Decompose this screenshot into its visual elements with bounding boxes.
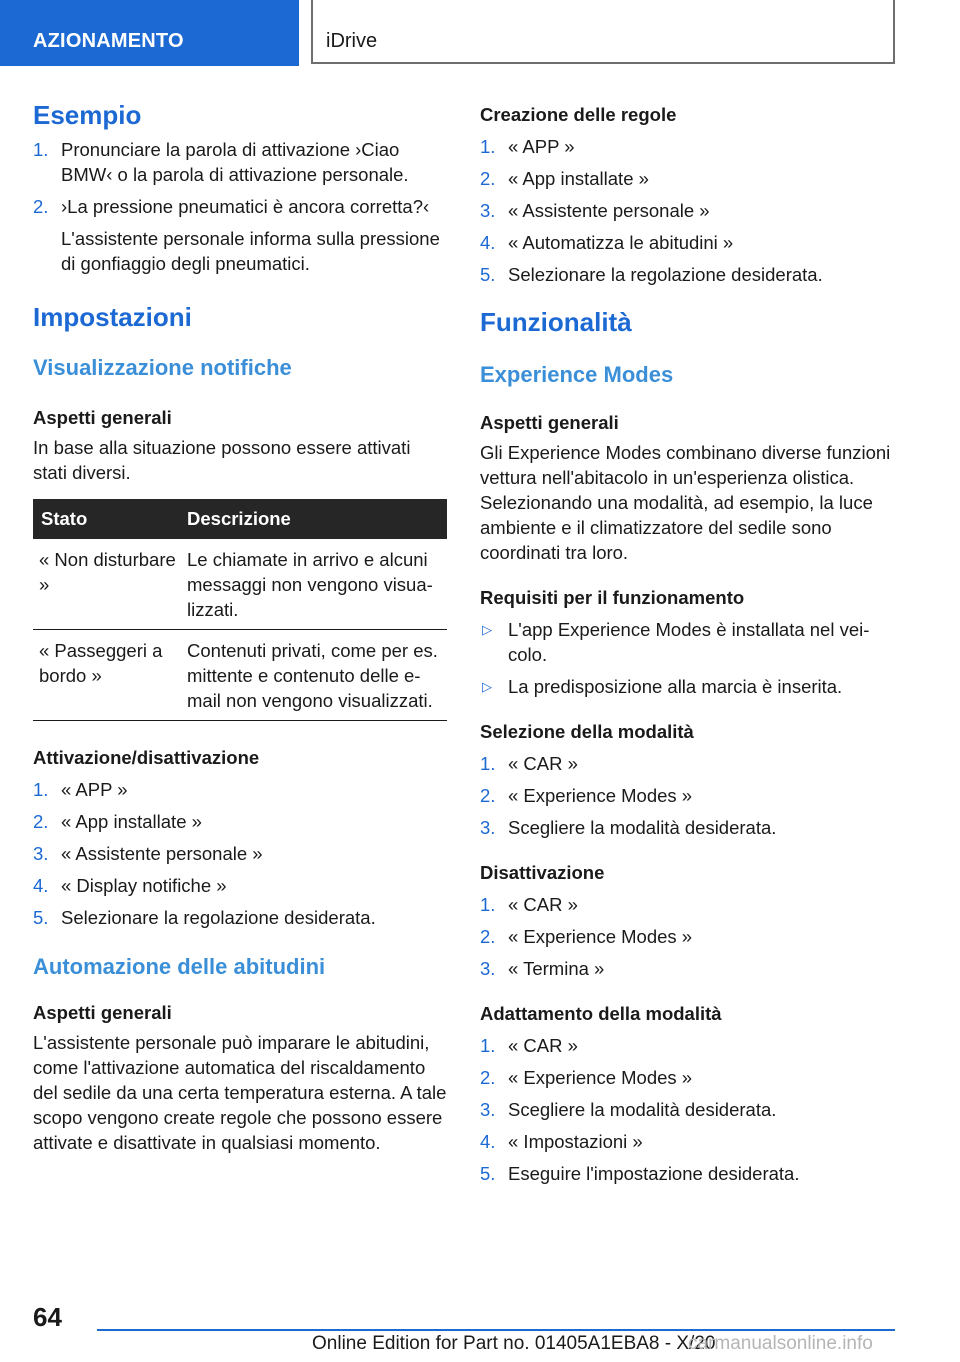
step-number: 5. <box>33 907 49 928</box>
watermark: carmanualsonline.info <box>688 1333 873 1354</box>
edition-text: Online Edition for Part no. 01405A1EBA8 - X/20 <box>312 1333 716 1354</box>
list-item <box>480 1097 892 1122</box>
step-number: 5. <box>480 264 496 285</box>
step-text: « App installate » <box>61 811 202 832</box>
heading-experience-modes: Experience Modes <box>480 362 674 387</box>
step-text: Selezionare la regolazione desiderata. <box>61 907 376 928</box>
paragraph-aspetti-generali: In base alla situazione possono essere attivati stati diversi. <box>33 437 411 483</box>
right-column <box>480 104 892 1193</box>
subheading-selezione: Selezione della modalità <box>480 721 694 742</box>
list-item <box>33 905 447 930</box>
step-text: « APP » <box>508 136 575 157</box>
step-text: « Experience Modes » <box>508 1067 693 1088</box>
step-text: Scegliere la modalità desiderata. <box>508 817 777 838</box>
step-number: 2. <box>480 168 496 189</box>
list-item <box>33 137 447 187</box>
step-number: 2. <box>33 196 49 217</box>
column-header-descrizione: Descrizione <box>187 508 291 529</box>
step-text: « Display notifiche » <box>61 875 227 896</box>
subheading-attivazione: Attivazione/disattivazione <box>33 747 260 768</box>
step-number: 1. <box>480 1035 496 1056</box>
step-number: 1. <box>33 139 49 160</box>
footer-divider <box>97 1329 895 1331</box>
subheading-aspetti-generali-automazione: Aspetti generali <box>33 1002 172 1023</box>
paragraph-automazione: L'assistente personale può imparare le abitudini, come l'attivazione automatica del riscaldamento del sedile da una certa temperatura esterna. A tale scopo vengono create regole che possono essere attivate e disattivate in qualsiasi momento. <box>33 1032 447 1153</box>
step-text: ›La pressione pneumatici è ancora corretta?‹ <box>61 196 430 217</box>
step-text: « CAR » <box>508 1035 578 1056</box>
adattamento-steps <box>480 1033 892 1186</box>
cell-descrizione: Contenuti privati, come per es. mittente e contenuto delle e-mail non vengono visualizzati. <box>187 640 438 711</box>
list-item <box>480 198 892 223</box>
step-number: 1. <box>33 779 49 800</box>
list-item <box>480 134 892 159</box>
list-item <box>480 892 892 917</box>
list-item <box>480 1033 892 1058</box>
list-item <box>33 873 447 898</box>
step-text: Eseguire l'impostazione desiderata. <box>508 1163 800 1184</box>
requisiti-list <box>480 617 892 699</box>
list-item <box>480 956 892 981</box>
chapter-header: iDrive <box>311 0 895 64</box>
list-item <box>480 1065 892 1090</box>
list-item <box>480 674 892 699</box>
step-text: Pronunciare la parola di attivazione ›Ciao BMW‹ o la parola di attivazione personale. <box>61 139 409 185</box>
step-text: Scegliere la modalità desiderata. <box>508 1099 777 1120</box>
step-number: 1. <box>480 136 496 157</box>
heading-esempio: Esempio <box>33 100 142 130</box>
list-item <box>480 166 892 191</box>
cell-descrizione: Le chiamate in arrivo e alcuni messaggi non vengono visualizzati. <box>187 549 433 620</box>
list-item <box>480 924 892 949</box>
creazione-steps <box>480 134 892 287</box>
heading-funzionalita: Funzionalità <box>480 307 632 337</box>
cell-stato: « Non disturbare » <box>39 549 176 595</box>
column-header-stato: Stato <box>41 508 88 529</box>
triangle-bullet-icon: ▷ <box>482 622 492 637</box>
step-text: « App installate » <box>508 168 649 189</box>
step-number: 4. <box>480 1131 496 1152</box>
subheading-aspetti-generali: Aspetti generali <box>33 407 172 428</box>
step-number: 2. <box>33 811 49 832</box>
selezione-steps <box>480 751 892 840</box>
table-row <box>33 630 447 721</box>
notification-states-table <box>33 499 447 721</box>
bullet-text: L'app Experience Modes è installata nel veicolo. <box>508 619 870 665</box>
step-text: « Assistente personale » <box>61 843 263 864</box>
list-item <box>480 617 892 667</box>
step-number: 4. <box>33 875 49 896</box>
heading-visualizzazione-notifiche: Visualizzazione notifiche <box>33 355 292 380</box>
list-item <box>480 751 892 776</box>
step-text: « Assistente personale » <box>508 200 710 221</box>
step-text: « Experience Modes » <box>508 785 693 806</box>
step-note: L'assistente personale informa sulla pressione di gonfiaggio degli pneumatici. <box>61 228 440 274</box>
triangle-bullet-icon: ▷ <box>482 679 492 694</box>
heading-impostazioni: Impostazioni <box>33 302 192 332</box>
subheading-disattivazione: Disattivazione <box>480 862 605 883</box>
list-item <box>480 783 892 808</box>
left-column <box>33 100 447 1155</box>
step-text: « APP » <box>61 779 128 800</box>
step-number: 2. <box>480 785 496 806</box>
step-number: 2. <box>480 926 496 947</box>
list-item <box>480 815 892 840</box>
subheading-requisiti: Requisiti per il funzionamento <box>480 587 745 608</box>
attivazione-steps <box>33 777 447 930</box>
step-number: 3. <box>480 817 496 838</box>
step-number: 3. <box>480 958 496 979</box>
step-number: 3. <box>33 843 49 864</box>
subheading-adattamento: Adattamento della modalità <box>480 1003 722 1024</box>
list-item <box>480 1129 892 1154</box>
step-text: « Experience Modes » <box>508 926 693 947</box>
step-text: « CAR » <box>508 894 578 915</box>
bullet-text: La predisposizione alla marcia è inserita. <box>508 676 843 697</box>
paragraph-experience: Gli Experience Modes combinano diverse funzioni vettura nell'abitacolo in un'esperienza olistica. Selezionando una modalità, ad esempio, la luce ambiente e il climatizzatore del sedile sono coordinati tra loro. <box>480 442 891 563</box>
subheading-aspetti-generali-experience: Aspetti generali <box>480 412 619 433</box>
step-text: « Termina » <box>508 958 605 979</box>
step-number: 2. <box>480 1067 496 1088</box>
list-item <box>33 841 447 866</box>
section-tab: AZIONAMENTO <box>0 0 299 66</box>
list-item <box>480 262 892 287</box>
page-number: 64 <box>33 1302 62 1332</box>
list-item <box>33 777 447 802</box>
step-number: 4. <box>480 232 496 253</box>
step-text: « CAR » <box>508 753 578 774</box>
step-number: 3. <box>480 200 496 221</box>
step-text: « Automatizza le abitudini » <box>508 232 734 253</box>
list-item <box>480 230 892 255</box>
heading-automazione: Automazione delle abitudini <box>33 954 326 979</box>
step-number: 5. <box>480 1163 496 1184</box>
subheading-creazione-regole: Creazione delle regole <box>480 104 677 125</box>
list-item <box>33 194 447 276</box>
table-row <box>33 539 447 630</box>
disattivazione-steps <box>480 892 892 981</box>
table-header <box>33 499 447 539</box>
list-item <box>33 809 447 834</box>
step-text: « Impostazioni » <box>508 1131 643 1152</box>
step-text: Selezionare la regolazione desiderata. <box>508 264 823 285</box>
esempio-steps <box>33 137 447 276</box>
cell-stato: « Passeggeri a bordo » <box>39 640 163 686</box>
step-number: 1. <box>480 894 496 915</box>
list-item <box>480 1161 892 1186</box>
step-number: 3. <box>480 1099 496 1120</box>
step-number: 1. <box>480 753 496 774</box>
